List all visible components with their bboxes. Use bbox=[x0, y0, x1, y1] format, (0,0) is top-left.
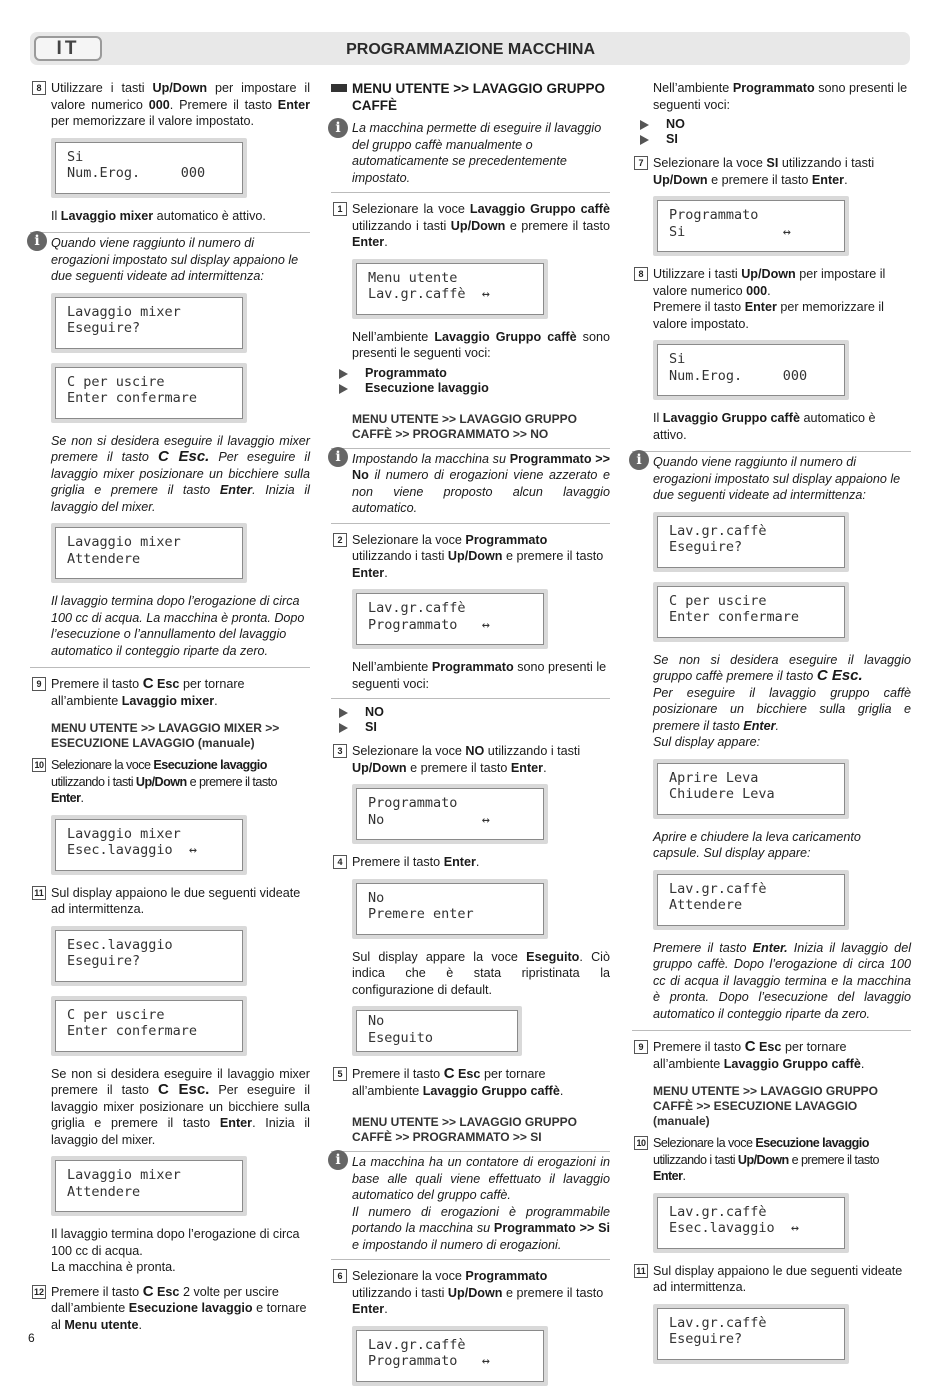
text: La macchina è pronta. bbox=[51, 1260, 176, 1274]
column-2 bbox=[331, 80, 610, 1396]
text: Se non si desidera eseguire il lavaggio mixer premere il tasto bbox=[51, 433, 310, 464]
text: sono presenti le seguenti voci: bbox=[653, 81, 908, 112]
text: (manuale) bbox=[653, 1114, 710, 1128]
info-note bbox=[30, 232, 310, 285]
text: Up/Down bbox=[152, 81, 208, 95]
step-8 bbox=[30, 80, 310, 130]
text: Programmato >> Si bbox=[493, 1221, 611, 1235]
lcd-text: No Premere enter bbox=[356, 883, 544, 935]
text: Se non si desidera eseguire il lavaggio mixer premere il tasto bbox=[51, 1066, 310, 1097]
lcd-display bbox=[51, 138, 247, 198]
text: Sul display appare la voce bbox=[352, 949, 527, 964]
text: NO bbox=[465, 744, 485, 758]
text: utilizzando i tasti bbox=[778, 156, 875, 170]
text: Programmato bbox=[431, 660, 514, 674]
list-item bbox=[653, 132, 911, 147]
text: per memorizzare il valore impostato. bbox=[51, 114, 254, 128]
step-number: 12 bbox=[33, 1286, 44, 1297]
text: Lavaggio Gruppo caffè bbox=[422, 1083, 560, 1098]
text: . Ciò indica che è stata ripristinata la configurazione di default. bbox=[352, 949, 610, 997]
lcd-text: Aprire Leva Chiudere Leva bbox=[657, 763, 845, 815]
lcd-text: Programmato Si ↔ bbox=[657, 200, 845, 252]
lcd-text: Lav.gr.caffè Eseguire? bbox=[657, 516, 845, 568]
text: . bbox=[384, 235, 388, 249]
text: Premere il tasto bbox=[653, 300, 745, 314]
section-subheading bbox=[30, 721, 310, 751]
text: utilizzando i tasti bbox=[352, 218, 451, 233]
text: . Inizia il lavaggio del mixer. bbox=[51, 1116, 310, 1147]
text: e premere il tasto bbox=[788, 1152, 879, 1167]
lcd-text: Lavaggio mixer Esec.lavaggio ↔ bbox=[55, 819, 243, 871]
text: La macchina permette di eseguire il lavaggio del gruppo caffè manualmente o automaticamente se precedentemente impostato. bbox=[352, 121, 602, 185]
info-note bbox=[331, 120, 610, 193]
text: per tornare all’ambiente bbox=[51, 677, 245, 708]
paragraph bbox=[30, 1066, 310, 1149]
text: Programmato bbox=[365, 365, 447, 380]
lcd-text: Lavaggio mixer Attendere bbox=[55, 527, 243, 579]
info-icon: i bbox=[328, 118, 348, 138]
text: C Esc. bbox=[157, 1081, 210, 1098]
text: il numero di erogazioni viene azzerato e non viene proposto alcun lavaggio automatico. bbox=[352, 468, 610, 515]
section-heading bbox=[331, 80, 610, 114]
text: Esecuzione lavaggio bbox=[755, 1136, 869, 1150]
text: C bbox=[142, 675, 154, 692]
text: 000 bbox=[746, 283, 768, 298]
text: Inizia il lavaggio del gruppo caffè. Dopo l’erogazione di circa 100 cc di acqua il lavaggio termina e la macchina è pronta. Dopo l’esecuzione del lavaggio automatico il conteggio riparte da zero. bbox=[653, 940, 911, 1021]
step-number: 4 bbox=[333, 855, 347, 869]
text: per impostare il valore numerico bbox=[51, 81, 310, 112]
text: utilizzando i tasti bbox=[352, 549, 448, 563]
step-number: 10 bbox=[634, 1136, 648, 1150]
lcd-text: C per uscire Enter confermare bbox=[657, 586, 845, 638]
info-note bbox=[331, 448, 610, 524]
triangle-bullet-icon bbox=[339, 369, 348, 379]
text: e premere il tasto bbox=[186, 774, 277, 789]
text: Premere il tasto bbox=[51, 677, 143, 691]
bullet-list bbox=[331, 366, 610, 396]
section-subheading bbox=[632, 1084, 911, 1129]
text: Utilizzare i tasti bbox=[653, 267, 742, 281]
lcd-display bbox=[352, 1006, 522, 1056]
text: e premere il tasto bbox=[505, 218, 610, 233]
text: Lavaggio mixer bbox=[121, 693, 215, 708]
lcd-text: Lav.gr.caffè Programmato ↔ bbox=[356, 1330, 544, 1382]
info-icon: i bbox=[27, 231, 47, 251]
lcd-display bbox=[51, 926, 247, 986]
text: e premere il tasto bbox=[502, 1285, 604, 1300]
lcd-text: Lav.gr.caffè Programmato ↔ bbox=[356, 593, 544, 645]
step-10 bbox=[30, 757, 310, 807]
lcd-text: Menu utente Lav.gr.caffè ↔ bbox=[356, 263, 544, 315]
step-8 bbox=[632, 266, 911, 332]
text: Enter bbox=[277, 97, 310, 112]
lcd-text: Si Num.Erog. 000 bbox=[55, 142, 243, 194]
text: Quando viene raggiunto il numero di erogazioni impostato sul display appaiono le due seguenti videate ad intermittenza: bbox=[51, 236, 299, 283]
step-1 bbox=[331, 201, 610, 251]
step-7 bbox=[632, 155, 911, 188]
text: (manuale) bbox=[194, 736, 255, 750]
text: MENU UTENTE >> LAVAGGIO GRUPPO CAFFÈ bbox=[352, 81, 606, 113]
text: Premere il tasto bbox=[51, 1284, 143, 1299]
step-9 bbox=[632, 1039, 911, 1072]
list-item bbox=[352, 381, 610, 396]
text: C Esc. bbox=[157, 448, 210, 465]
paragraph bbox=[331, 949, 610, 999]
step-11 bbox=[632, 1263, 911, 1296]
text: e premere il tasto bbox=[502, 549, 604, 563]
text: Enter. bbox=[752, 940, 788, 955]
text: Up/Down bbox=[135, 774, 187, 789]
text: Premere il tasto bbox=[352, 855, 444, 869]
step-3 bbox=[331, 743, 610, 776]
lcd-text: Lav.gr.caffè Eseguire? bbox=[657, 1308, 845, 1360]
text: . bbox=[860, 1056, 865, 1071]
lcd-text: C per uscire Enter confermare bbox=[55, 1000, 243, 1052]
text: C bbox=[744, 1038, 756, 1055]
text: Enter bbox=[743, 718, 776, 733]
text: . bbox=[767, 283, 771, 298]
text: Selezionare la voce bbox=[352, 1269, 466, 1283]
text: automatico è attivo. bbox=[653, 411, 876, 442]
info-icon: i bbox=[328, 447, 348, 467]
text: Nell’ambiente bbox=[653, 81, 733, 95]
step-9 bbox=[30, 676, 310, 709]
text: Per eseguire il lavaggio mixer posizionare un bicchiere sulla griglia e premere il tasto bbox=[51, 450, 310, 497]
step-11 bbox=[30, 885, 310, 918]
paragraph: Il lavaggio termina dopo l’erogazione di circa 100 cc di acqua. La macchina è pronta. Dopo l’esecuzione o l’annullamento del lavaggio automatico il conteggio riparte da zero. bbox=[30, 593, 310, 668]
section-subheading: MENU UTENTE >> LAVAGGIO GRUPPO CAFFÈ >> PROGRAMMATO >> NO bbox=[352, 411, 577, 441]
page-number: 6 bbox=[28, 1331, 35, 1345]
info-icon: i bbox=[629, 450, 649, 470]
text: Nell’ambiente bbox=[352, 660, 432, 674]
text: utilizzando i tasti bbox=[51, 774, 136, 789]
text: per tornare all’ambiente bbox=[653, 1040, 847, 1071]
step-number: 11 bbox=[32, 886, 46, 900]
text: 000 bbox=[148, 97, 170, 112]
lcd-display bbox=[51, 293, 247, 353]
text: Selezionare la voce bbox=[352, 532, 466, 547]
text: Selezionare la voce bbox=[51, 758, 154, 772]
text: Quando viene raggiunto il numero di erogazioni impostato sul display appaiono le due seguenti videate ad intermittenza: bbox=[653, 455, 901, 502]
text: Il bbox=[653, 411, 663, 425]
text: . bbox=[80, 791, 84, 805]
text: La macchina ha un contatore di erogazioni in base alle quali viene effettuato il lavaggio automatico del gruppo caffè. bbox=[352, 1155, 610, 1202]
text: Esecuzione lavaggio bbox=[365, 380, 489, 395]
text: Esecuzione lavaggio bbox=[128, 1301, 253, 1315]
paragraph: Aprire e chiudere la leva caricamento capsule. Sul display appare: bbox=[653, 829, 861, 860]
text: Esc bbox=[153, 1284, 180, 1299]
lcd-display bbox=[653, 1193, 849, 1253]
text: . bbox=[384, 1302, 388, 1316]
text: SI bbox=[365, 720, 377, 734]
lcd-text: Lavaggio mixer Eseguire? bbox=[55, 297, 243, 349]
step-number: 7 bbox=[634, 156, 648, 170]
text: Up/Down bbox=[450, 218, 506, 233]
text: per impostare il valore numerico bbox=[653, 267, 886, 298]
column-3 bbox=[632, 80, 911, 1374]
text: . bbox=[138, 1317, 142, 1332]
text: Enter bbox=[653, 1169, 683, 1183]
text: NO bbox=[666, 117, 685, 131]
text: Nell’ambiente bbox=[352, 329, 435, 344]
text: Il bbox=[51, 208, 61, 223]
text: Eseguito bbox=[526, 949, 580, 964]
text: Up/Down bbox=[447, 549, 503, 563]
text: sono presenti le seguenti voci: bbox=[352, 329, 610, 360]
text: MENU UTENTE >> LAVAGGIO MIXER >> ESECUZIONE LAVAGGIO bbox=[51, 721, 280, 750]
text: Up/Down bbox=[741, 267, 796, 281]
text: Programmato >> No bbox=[352, 451, 610, 482]
step-number: 5 bbox=[333, 1067, 347, 1081]
text: . bbox=[775, 718, 779, 733]
language-badge: IT bbox=[34, 36, 102, 61]
text: Impostando la macchina su bbox=[352, 451, 510, 466]
paragraph bbox=[632, 80, 911, 113]
step-6 bbox=[331, 1268, 610, 1318]
text: Sul display appaiono le due seguenti videate ad intermittenza. bbox=[51, 885, 301, 916]
text: MENU UTENTE >> LAVAGGIO GRUPPO CAFFÈ >> ESECUZIONE LAVAGGIO bbox=[653, 1084, 878, 1113]
lcd-text: Programmato No ↔ bbox=[356, 788, 544, 840]
text: Up/Down bbox=[737, 1152, 789, 1167]
triangle-bullet-icon bbox=[339, 384, 348, 394]
text: Se non si desidera eseguire il lavaggio gruppo caffè premere il tasto bbox=[653, 652, 911, 683]
lcd-display bbox=[352, 879, 548, 939]
text: Lavaggio Gruppo caffè bbox=[662, 411, 800, 425]
text: Programmato bbox=[465, 532, 548, 547]
lcd-text: Si Num.Erog. 000 bbox=[657, 344, 845, 396]
lcd-display bbox=[352, 259, 548, 319]
text: Premere il tasto bbox=[653, 940, 753, 955]
column-1 bbox=[30, 80, 310, 1341]
text: Up/Down bbox=[447, 1285, 503, 1300]
text: per tornare all’ambiente bbox=[352, 1067, 546, 1098]
paragraph bbox=[30, 208, 310, 225]
paragraph bbox=[632, 652, 911, 751]
lcd-display bbox=[653, 512, 849, 572]
step-number: 3 bbox=[333, 744, 347, 758]
step-number: 8 bbox=[634, 267, 648, 281]
paragraph bbox=[30, 433, 310, 516]
lcd-text: Lavaggio mixer Attendere bbox=[55, 1160, 243, 1212]
step-10 bbox=[632, 1135, 911, 1185]
text: e tornare al bbox=[51, 1301, 307, 1332]
lcd-display bbox=[352, 1326, 548, 1386]
info-note bbox=[331, 1151, 610, 1260]
step-number: 8 bbox=[32, 81, 46, 95]
text: Selezionare la voce bbox=[653, 156, 767, 170]
lcd-display bbox=[653, 1304, 849, 1364]
text: utilizzando i tasti bbox=[352, 1285, 448, 1300]
step-12 bbox=[30, 1284, 310, 1334]
text: Enter bbox=[443, 855, 476, 869]
step-number: 6 bbox=[333, 1269, 347, 1283]
text: NO bbox=[365, 705, 384, 719]
list-item bbox=[352, 705, 610, 720]
text: SI bbox=[666, 132, 678, 146]
text: . bbox=[543, 760, 547, 775]
text: Enter bbox=[352, 1302, 385, 1316]
lcd-display bbox=[653, 340, 849, 400]
list-item bbox=[352, 720, 610, 735]
text: Il numero di erogazioni è programmabile portando la macchina su bbox=[352, 1204, 610, 1235]
text: Enter bbox=[352, 565, 385, 580]
text: e premere il tasto bbox=[707, 172, 812, 187]
text: sono presenti le seguenti voci: bbox=[352, 660, 607, 691]
text: Lavaggio Gruppo caffè bbox=[469, 202, 610, 216]
text: C Esc. bbox=[816, 667, 863, 684]
text: C bbox=[443, 1065, 455, 1082]
text: Up/Down bbox=[352, 760, 407, 775]
text: C bbox=[142, 1282, 154, 1300]
lcd-display bbox=[653, 196, 849, 256]
paragraph bbox=[331, 329, 610, 362]
text: 2 volte per uscire dall’ambiente bbox=[51, 1284, 279, 1315]
list-item bbox=[352, 366, 610, 381]
bullet-list bbox=[632, 117, 911, 147]
text: Enter bbox=[219, 483, 253, 497]
text: Enter bbox=[352, 235, 385, 249]
text: per memorizzare il valore impostato. bbox=[653, 300, 884, 331]
lcd-display bbox=[653, 870, 849, 930]
step-number: 9 bbox=[634, 1040, 648, 1054]
triangle-bullet-icon bbox=[339, 723, 348, 733]
text: automatico è attivo. bbox=[153, 208, 266, 223]
text: Lavaggio Gruppo caffè bbox=[434, 329, 577, 344]
info-icon: i bbox=[328, 1150, 348, 1170]
paragraph bbox=[632, 940, 911, 1032]
text: Esc bbox=[755, 1040, 782, 1054]
text: Per eseguire il lavaggio mixer posizionare un bicchiere sulla griglia e premere il tasto bbox=[51, 1083, 310, 1130]
text: Premere il tasto bbox=[352, 1067, 444, 1081]
step-number: 9 bbox=[32, 677, 46, 691]
text: Per eseguire il lavaggio gruppo caffè posizionare un bicchiere sulla griglia e premere il tasto bbox=[653, 685, 911, 733]
lcd-display bbox=[51, 1156, 247, 1216]
lcd-display bbox=[51, 996, 247, 1056]
text: . bbox=[559, 1083, 564, 1098]
text: Enter bbox=[510, 760, 544, 775]
text: Selezionare la voce bbox=[352, 744, 466, 758]
triangle-bullet-icon bbox=[640, 135, 649, 145]
lcd-text: No Eseguito bbox=[356, 1010, 518, 1052]
step-number: 11 bbox=[634, 1264, 648, 1278]
lcd-text: C per uscire Enter confermare bbox=[55, 367, 243, 419]
text: . Premere il tasto bbox=[169, 97, 278, 112]
text: Enter bbox=[219, 1116, 253, 1130]
text: Premere il tasto bbox=[653, 1040, 745, 1054]
info-note bbox=[632, 451, 911, 504]
text: Enter bbox=[51, 791, 81, 805]
text: . bbox=[214, 693, 218, 708]
lcd-text: Lav.gr.caffè Attendere bbox=[657, 874, 845, 926]
section-subheading: MENU UTENTE >> LAVAGGIO GRUPPO CAFFÈ >> PROGRAMMATO >> SI bbox=[352, 1115, 577, 1144]
text: Enter bbox=[744, 300, 777, 314]
text: Up/Down bbox=[653, 172, 708, 187]
lcd-display bbox=[653, 582, 849, 642]
lcd-display bbox=[352, 589, 548, 649]
text: utilizzando i tasti bbox=[484, 744, 581, 758]
text: Esc bbox=[153, 677, 180, 691]
text: Selezionare la voce bbox=[352, 202, 470, 216]
lcd-text: Esec.lavaggio Eseguire? bbox=[55, 930, 243, 982]
list-item bbox=[653, 117, 911, 132]
page-header bbox=[30, 32, 910, 65]
text: e impostando il numero di erogazioni. bbox=[352, 1237, 562, 1252]
step-number: 2 bbox=[333, 533, 347, 547]
text: . bbox=[844, 172, 848, 187]
text: . Inizia il lavaggio del mixer. bbox=[51, 483, 310, 514]
square-bullet-icon bbox=[331, 84, 347, 92]
text: SI bbox=[766, 156, 779, 170]
text: Sul display appaiono le due seguenti videate ad intermittenza. bbox=[653, 1263, 903, 1294]
text: . bbox=[475, 855, 480, 869]
paragraph bbox=[30, 1226, 310, 1276]
text: Esc bbox=[454, 1067, 481, 1081]
text: . bbox=[384, 565, 388, 580]
step-number: 1 bbox=[333, 202, 347, 216]
triangle-bullet-icon bbox=[640, 120, 649, 130]
lcd-display bbox=[352, 784, 548, 844]
lcd-display bbox=[51, 815, 247, 875]
text: Utilizzare i tasti bbox=[51, 81, 153, 95]
text: Enter bbox=[811, 172, 845, 187]
text: e premere il tasto bbox=[406, 760, 511, 775]
triangle-bullet-icon bbox=[339, 708, 348, 718]
lcd-text: Lav.gr.caffè Esec.lavaggio ↔ bbox=[657, 1197, 845, 1249]
text: utilizzando i tasti bbox=[653, 1152, 738, 1167]
text: Lavaggio Gruppo caffè bbox=[723, 1056, 861, 1071]
text: Esecuzione lavaggio bbox=[153, 758, 267, 772]
text: Il lavaggio termina dopo l’erogazione di circa 100 cc di acqua. bbox=[51, 1227, 300, 1258]
paragraph bbox=[331, 659, 610, 699]
lcd-display bbox=[51, 523, 247, 583]
page-title: PROGRAMMAZIONE MACCHINA bbox=[346, 41, 595, 58]
step-4 bbox=[331, 854, 610, 871]
text: Sul display appare: bbox=[653, 735, 761, 749]
text: Selezionare la voce bbox=[653, 1136, 756, 1150]
lcd-display bbox=[51, 363, 247, 423]
text: Menu utente bbox=[64, 1317, 139, 1332]
step-5 bbox=[331, 1066, 610, 1099]
step-2 bbox=[331, 532, 610, 582]
text: . bbox=[682, 1169, 686, 1183]
bullet-list bbox=[331, 705, 610, 735]
text: Programmato bbox=[465, 1269, 548, 1283]
text: Lavaggio mixer bbox=[60, 208, 154, 223]
paragraph bbox=[632, 410, 911, 443]
text: Programmato bbox=[732, 81, 815, 95]
lcd-display bbox=[653, 759, 849, 819]
step-number: 10 bbox=[32, 758, 46, 772]
